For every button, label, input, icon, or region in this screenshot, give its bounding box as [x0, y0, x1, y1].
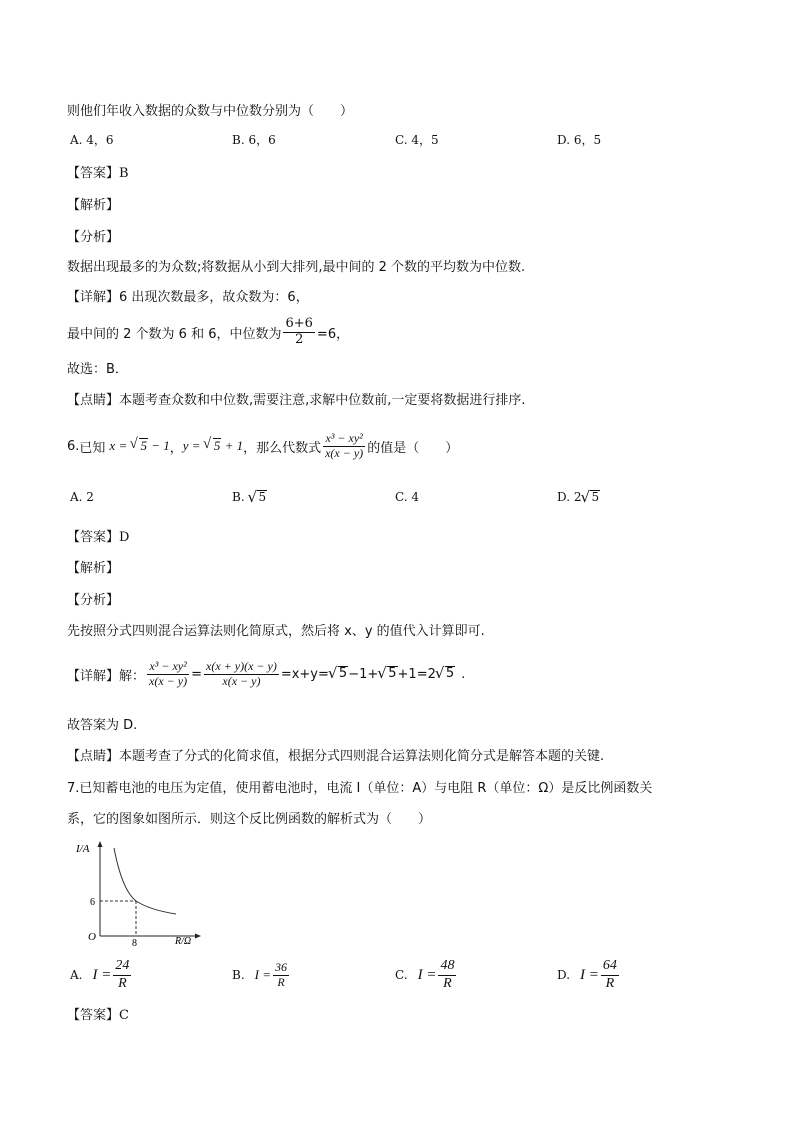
algebraic-fraction: [323, 432, 365, 461]
detail-tag: 【详解】: [67, 668, 120, 684]
q5-detail-line2: [67, 313, 349, 351]
x-expression: x = √ 5 − 1: [109, 438, 169, 454]
x-axis-label: R/Ω: [175, 936, 192, 947]
q7-stem-line1: [67, 777, 652, 796]
y-axis-arrow: [98, 841, 103, 847]
q7-answer: [67, 1004, 129, 1023]
answer-tag: 【答案】: [67, 1008, 120, 1023]
detail-text: =x+y=: [280, 666, 329, 682]
q6-answer: [67, 526, 129, 545]
detail-solve: 解：: [119, 668, 146, 684]
question-number: 7.: [67, 781, 80, 796]
fraction-numerator: x(x + y)(x − y): [206, 658, 277, 673]
comment-text: 本题考查了分式的化简求值，根据分式四则混合运算法则化简分式是解答本题的关键.: [119, 749, 605, 764]
q6-fenxi-tag: 【分析】: [67, 593, 120, 608]
answer-value: C: [119, 1008, 129, 1023]
x-axis-arrow: [195, 934, 201, 939]
comment-text: 本题考查众数和中位数,需要注意,求解中位数前,一定要将数据进行排序.: [119, 393, 526, 408]
detail-text: 6 出现次数最多，故众数为：6，: [119, 290, 309, 305]
q6-option-d: D. 2√ 5: [557, 490, 600, 504]
q5-stem: 则他们年收入数据的众数与中位数分别为（ ）: [67, 104, 354, 119]
q5-detail-line1: [67, 286, 309, 305]
fraction-numerator: x³ − xy²: [147, 660, 189, 675]
y-expression: y = √ 5 + 1: [183, 438, 243, 454]
detail-fraction-2: [204, 660, 279, 689]
detail-text: +1=2: [397, 666, 436, 682]
equals-sign: =: [191, 666, 203, 682]
fraction-numerator: 6+6: [285, 315, 313, 331]
answer-value: B: [119, 166, 129, 181]
q6-analysis-tag: 【解析】: [67, 561, 120, 576]
stem-text: ，那么代数式: [243, 440, 322, 456]
answer-tag: 【答案】: [67, 530, 120, 545]
q6-stem: [67, 424, 458, 468]
q6-detail: [67, 652, 465, 696]
q7-stem-line2: 系，它的图象如图所示．则这个反比例函数的解析式为（ ）: [67, 812, 432, 827]
q6-comment: [67, 745, 604, 764]
y-tick-label: 6: [90, 897, 95, 908]
q6-conclusion: 故答案为 D.: [67, 718, 138, 733]
q5-comment: [67, 389, 526, 408]
q7-option-b: B. I = $\frac{36}{R}$: [232, 959, 287, 989]
q5-option-c: C. 4，5: [395, 133, 439, 147]
q7-option-a: A. I = $\frac{24}{R}$: [70, 958, 130, 991]
stem-text: 的值是（ ）: [367, 440, 459, 456]
inverse-function-graph: [70, 838, 210, 948]
q6-option-b: B. √ 5: [232, 490, 267, 504]
sqrt-symbol: √ 5: [130, 438, 148, 454]
y-axis-label: I/A: [76, 843, 90, 855]
fraction-denominator: x(x − y): [222, 673, 261, 688]
stem-comma: ，: [169, 440, 183, 456]
sqrt-symbol: √ 5: [436, 666, 455, 681]
q5-option-a: A. 4，6: [70, 133, 114, 147]
q5-option-d: D. 6，5: [557, 133, 602, 147]
sqrt-symbol: √ 5: [329, 666, 348, 681]
hyperbola-curve: [114, 848, 176, 914]
median-fraction: [283, 317, 314, 348]
detail-text: −1+: [348, 666, 379, 682]
q5-analysis-tag: 【解析】: [67, 198, 120, 213]
origin-label: O: [88, 931, 96, 943]
detail-fraction-1: [147, 660, 189, 689]
q7-option-c: C. I = $\frac{48}{R}$: [395, 958, 455, 991]
q6-fenxi-text: 先按照分式四则混合运算法则化简原式，然后将 x、y 的值代入计算即可.: [67, 624, 485, 639]
q5-fenxi-text: 数据出现最多的为众数;将数据从小到大排列,最中间的 2 个数的平均数为中位数.: [67, 260, 526, 275]
comment-tag: 【点睛】: [67, 393, 120, 408]
detail-text: .: [461, 666, 466, 682]
sqrt-symbol: √ 5: [378, 666, 397, 681]
stem-text: 已知蓄电池的电压为定值，使用蓄电池时，电流 I（单位：A）与电阻 R（单位：Ω）是反比例函数关: [79, 781, 653, 796]
q6-option-a: A. 2: [70, 490, 94, 504]
q7-option-d: D. I = $\frac{64}{R}$: [557, 958, 617, 991]
fraction-denominator: x(x − y): [149, 673, 188, 688]
comment-tag: 【点睛】: [67, 749, 120, 764]
detail-text: =6，: [316, 326, 350, 342]
fraction-denominator: 2: [295, 331, 304, 347]
detail-text: 最中间的 2 个数为 6 和 6，中位数为: [67, 326, 282, 342]
q5-option-b: B. 6，6: [232, 133, 276, 147]
q5-fenxi-tag: 【分析】: [67, 230, 120, 245]
q5-answer: [67, 162, 129, 181]
answer-value: D: [119, 530, 130, 545]
x-tick-label: 8: [132, 938, 137, 948]
sqrt-symbol: √ 5: [581, 490, 600, 504]
fraction-denominator: x(x − y): [325, 445, 364, 460]
q5-choose: 故选：B．: [67, 362, 128, 377]
fraction-numerator: x³ − xy²: [323, 432, 365, 447]
question-number: 6.: [67, 438, 80, 454]
q6-option-c: C. 4: [395, 490, 420, 504]
answer-tag: 【答案】: [67, 166, 120, 181]
stem-text: 已知: [79, 440, 106, 456]
sqrt-symbol: √ 5: [204, 438, 222, 454]
sqrt-symbol: √ 5: [248, 490, 267, 504]
detail-tag: 【详解】: [67, 290, 120, 305]
